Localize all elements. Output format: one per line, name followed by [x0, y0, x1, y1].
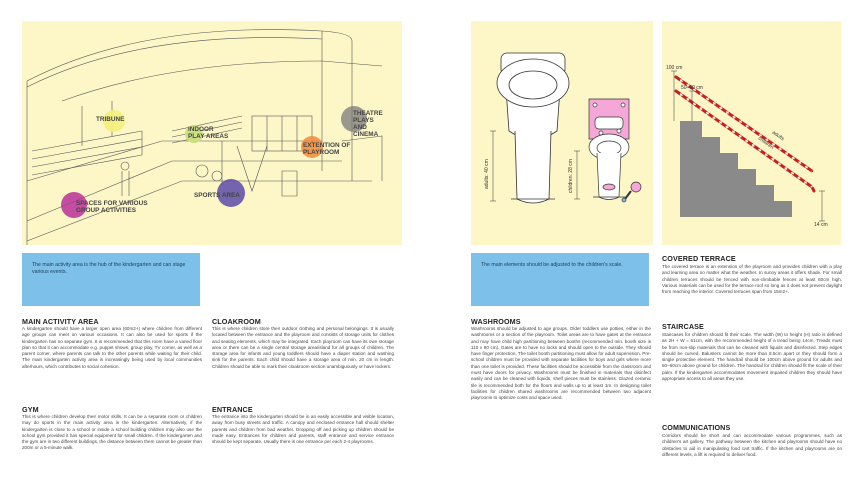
heading-communications: COMMUNICATIONS [662, 423, 731, 432]
label-sports-area: SPORTS AREA [194, 192, 240, 199]
callout-main-activity [22, 253, 200, 306]
heading-covered-terrace: COVERED TERRACE [662, 254, 736, 263]
staircase-illustration [662, 21, 841, 245]
text-communications: Corridors should be short and can accommodate various programmes, such as children's art gallery. The pathway between the kitchen and playrooms should have no obstacles to aid in manipulating food cart traffic. If the kitchen and playrooms are on different levels, a lift is required to deliver food. [662, 433, 842, 457]
text-washrooms: Washrooms should be adjusted to age groups. Older toddlers use potties, either in the washrooms or a section of the playroom. Toilet areas are to have gates at the entrance and may have child high partitioning between booths (recommended min. booth size is 110 x 80 cm). Gates are to have no locks and should open to the outside. They should have finger protection. The toilet booth partitioning must allow for adult supervision. Pre-school children must be provided with separate facilities for boys and girls where more than one toilet is provided. These facilities should be accessible from the classroom and must have doors for privacy. Washrooms must be finished in materials that disinfect easily and can be cleaned with liquids, shelf pieces must be stainless. Glazed ceramic tile is recommended both for the floors and walls up to at least 1m. In designing toilet facilities for children shared washrooms are recommended between two adjacent playrooms to optimize costs and space used. [471, 326, 651, 401]
dim-14cm: 14 cm [814, 222, 828, 228]
text-gym: This is where children develop their motor skills. It can be a separate room or children may do sports in the main activity area in the kindergarten. Alternatively, if the kindergarten is close to a school or inside a school building children may also use the school gym provided it has special equipment for small children. If the kindergarten and the gym are in two different buildings, the distance between them cannot be greater than 200m or a 5-minute walk. [22, 414, 202, 451]
dim-children-rail: children [756, 135, 775, 151]
right-page [441, 0, 862, 500]
heading-entrance: ENTRANCE [212, 405, 253, 414]
heading-main-activity: MAIN ACTIVITY AREA [22, 317, 99, 326]
label-indoor-play-areas: INDOOR PLAY AREAS [188, 126, 229, 140]
text-covered-terrace: The covered terrace is an extension of the playroom and provides children with a play and learning area no matter what the weather. In sunny areas it offers shade. For small children terraces should be fenced with non-climbable fences at least 60cm high. Various materials can be used for the terrace roof so long as it does not prevent daylight from reaching the interior. Covered terraces span from 15m2+. [662, 264, 842, 295]
dim-children: children: 28 cm [568, 159, 574, 193]
callout-text: The main elements should be adjusted to the children's scale. [481, 262, 623, 268]
heading-cloakroom: CLOAKROOM [212, 317, 261, 326]
dim-adults-rail: adults [770, 129, 786, 143]
label-tribune: TRIBUNE [96, 116, 125, 123]
text-staircase: Staircases for children should fit their scale. The width (W) to height (H) ratio is defined as 2H + W = 61cm, with the recommended height of a tread being 14cm. Treads must be from non-slip materials that can be cleaned with liquids and disinfected. Step edges should be curved. Balusters cannot be more than 8.5cm apart or they should form a single protective element. The handrail should be 100cm above ground for adults and 50–60cm above ground for children. The handrail for children should fit the scale of their palm. If the kindergarten accommodates movement impaired children they should have appropriate access to all areas they use. [662, 332, 842, 382]
dim-adults: adults: 40 cm [484, 159, 490, 189]
dim-50-60cm: 50–60 cm [681, 85, 703, 91]
callout-text: The main activity area is the hub of the kindergarten and can stage various events. [32, 262, 186, 275]
text-cloakroom: This is where children store their outdoor clothing and personal belongings. It is usually located between the entrance and the playroom and consists of storage units for clothes and seating elements, which may be integrated. Each playroom can have its own storage area or there can be a single central storage area/island for all groups of children. The storage area for infants and young toddlers should have a diaper station and washing sink for the parents. Each child should have a storage area of min. 20 cm in length. Children should be able to mark their cloakroom section unambiguously or have lockers. [212, 326, 394, 369]
dim-100cm: 100 cm [666, 65, 683, 71]
callout-children-scale [471, 253, 649, 306]
heading-gym: GYM [22, 405, 39, 414]
heading-staircase: STAIRCASE [662, 322, 704, 331]
text-entrance: The entrance into the kindergarten should be in an easily accessible and visible location, away from busy streets and traffic. A canopy and enclosed entrance hall should shelter parents and children from bad weather. Dropping off and picking up children should be made easy. Entrances for children and parents, staff entrance and service entrance should be kept separate. Usually there is one entrance per each 2-4 playrooms. [212, 414, 394, 445]
heading-washrooms: WASHROOMS [471, 317, 521, 326]
label-extention-of-playroom: EXTENTION OF PLAYROOM [303, 142, 351, 156]
toilets-illustration [471, 21, 653, 245]
text-main-activity: A kindergarten should have a larger open area (60m2+) where children from different age groups can meet on various occasions. It can also be used for sports if the kindergarten has no separate gym. It is recommended that this room have a varied floor plan so that it can accommodate e.g. puppet shows, group play, TV corner, as well as a parent corner, where parents can talk to the other parents while waiting for their child. The main kindergarten activity area is increasingly being used by local communities afterhours, which contributes to social cohesion. [22, 326, 202, 369]
left-page [0, 0, 421, 500]
label-theatre-plays-cinema: THEATRE PLAYS AND CINEMA [353, 110, 383, 138]
label-group-activities: SPACES FOR VARIOUS GROUP ACTIVITIES [76, 200, 148, 214]
